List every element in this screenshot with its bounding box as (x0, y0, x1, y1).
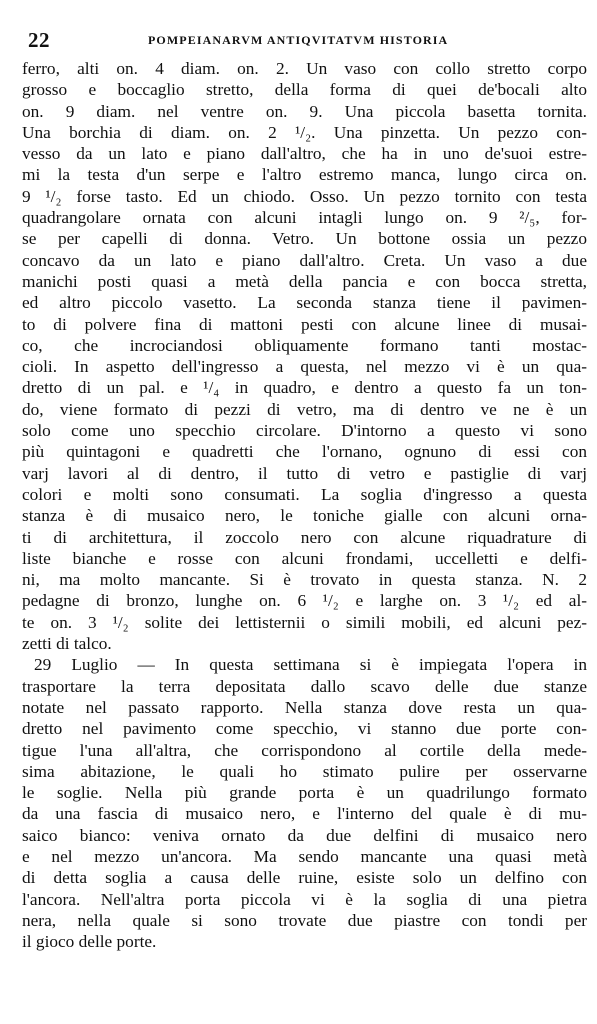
text-line: to di polvere fina di mattoni pesti con alcune linee di musai- (22, 314, 587, 334)
text-line: varj lavori al di dentro, il tutto di vetro e pastiglie di varj (22, 463, 587, 483)
text-line: quadrangolare ornata con alcuni intagli lungo on. 9 ²/₅, for- (22, 208, 587, 228)
text-line: se per capelli di donna. Vetro. Un bottone ossia un pezzo (22, 229, 587, 249)
text-line: trasportare la terra depositata dallo scavo delle due stanze (22, 676, 587, 696)
text-line: nera, nella quale si sono trovate due piastre con tondi per (22, 910, 587, 930)
text-line: do, viene formato di pezzi di vetro, ma di dentro ve ne è un (22, 399, 587, 419)
page-number: 22 (28, 28, 50, 52)
paragraph-1 (22, 58, 587, 654)
text-line: ni, ma molto mancante. Si è trovato in questa stanza. N. 2 (22, 570, 587, 590)
book-page (22, 28, 587, 952)
text-line: il gioco delle porte. (22, 932, 157, 952)
text-line: te on. 3 ¹/₂ solite dei lettisternii o simili mobili, ed alcuni pez- (22, 612, 587, 632)
text-line: l'ancora. Nell'altra porta piccola vi è la soglia di una pietra (22, 889, 587, 909)
text-line: di detta soglia a causa delle ruine, esiste solo un delfino con (22, 868, 587, 888)
text-line: più quintagoni e quadretti che l'ornano, ognuno di essi con (22, 442, 587, 462)
text-line: 29 Luglio — In questa settimana si è impiegata l'opera in (34, 655, 587, 675)
body-text (22, 58, 587, 952)
text-line: le soglie. Nella più grande porta è un quadrilungo formato (22, 783, 587, 803)
text-line: notate nel passato rapporto. Nella stanza dove resta un qua- (22, 697, 587, 717)
running-head: POMPEIANARVM ANTIQVITATVM HISTORIA (148, 33, 449, 47)
text-line: on. 9 diam. nel ventre on. 9. Una piccola basetta tornita. (22, 101, 587, 121)
text-line: pedagne di bronzo, lunghe on. 6 ¹/₂ e larghe on. 3 ¹/₂ ed al- (22, 591, 587, 611)
text-line: e nel mezzo un'ancora. Ma sendo mancante una quasi metà (22, 846, 587, 866)
page-header (22, 28, 587, 58)
text-line: vesso da un lato e piano dall'altro, che ha in uno de'suoi estre- (22, 144, 587, 164)
text-line: stanza è di musaico nero, le toniche gialle con alcuni orna- (22, 506, 587, 526)
text-line: saico bianco: veniva ornato da due delfini di musaico nero (22, 825, 587, 845)
text-line: da una fascia di musaico nero, e l'interno del quale è di mu- (22, 804, 587, 824)
text-line: dretto di un pal. e ¹/₄ in quadro, e dentro a questo fa un ton- (22, 378, 587, 398)
text-line: ferro, alti on. 4 diam. on. 2. Un vaso con collo stretto corpo (22, 59, 587, 78)
text-line: mi la testa d'un serpe e l'altro estremo manca, lungo circa on. (22, 165, 587, 185)
text-line: manichi posti quasi a metà della pancia e con bocca stretta, (22, 271, 587, 291)
text-line: zetti di talco. (22, 634, 112, 654)
text-line: cioli. In aspetto dell'ingresso a questa, nel mezzo vi è un qua- (22, 357, 587, 377)
text-line: solo come uno specchio circolare. D'intorno a questo vi sono (22, 421, 587, 441)
text-line: 9 ¹/₂ forse tasto. Ed un chiodo. Osso. Un pezzo tornito con testa (22, 186, 587, 206)
text-line: concavo da un lato e piano dall'altro. Creta. Un vaso a due (22, 250, 587, 270)
text-line: dretto nel pavimento come specchio, vi stanno due porte con- (22, 719, 587, 739)
text-line: grosso e boccaglio stretto, della forma di quei de'bocali alto (22, 80, 587, 100)
text-line: Una borchia di diam. on. 2 ¹/₂. Una pinzetta. Un pezzo con- (22, 122, 587, 142)
text-line: ed altro piccolo vasetto. La seconda stanza tiene il pavimen- (22, 293, 587, 313)
text-line: tigue l'una all'altra, che corrispondono al cortile della mede- (22, 740, 587, 760)
text-line: liste bianche e rosse con alcuni frondami, uccelletti e delfi- (22, 548, 587, 568)
text-line: colori e molti sono consumati. La soglia d'ingresso a questa (22, 484, 587, 504)
paragraph-2 (22, 654, 587, 952)
text-line: co, che incrociandosi obliquamente formano tanti mostac- (22, 335, 587, 355)
text-line: ti di architettura, il zoccolo nero con alcune riquadrature di (22, 527, 587, 547)
text-line: sima abitazione, le quali ho stimato pulire per osservarne (22, 761, 587, 781)
